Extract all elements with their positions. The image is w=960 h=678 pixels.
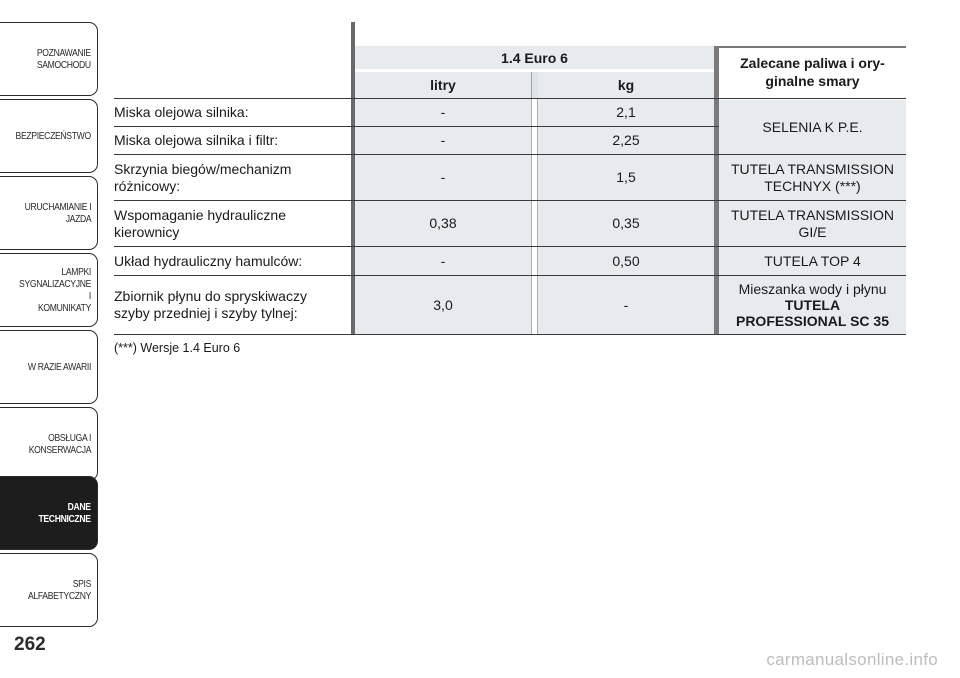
table-row [114,275,906,335]
tab-label: DANE TECHNICZNE [38,501,91,525]
cell-kg: 2,25 [538,127,714,154]
row-label: Miska olejowa silnika: [114,104,249,120]
cell-litry: - [355,155,531,200]
tab-uruchamianie-i-jazda[interactable] [0,176,98,250]
column-gap [531,276,538,334]
tab-lampki-sygnalizacyjne[interactable] [0,253,98,327]
cell-kg: - [538,276,714,334]
table-row [114,200,906,246]
engine-group-header: 1.4 Euro 6 [355,46,714,69]
rec-text-bold: TUTELA PROFESSIONAL SC 35 [735,297,889,329]
column-gap [531,155,538,200]
tab-poznawanie-samochodu[interactable] [0,22,98,96]
watermark: carmanualsonline.info [766,650,938,669]
tab-label: BEZPIECZEŃSTWO [15,130,91,142]
cell-litry: 0,38 [355,201,531,246]
cell-recommended [719,276,906,334]
table-row [114,154,906,200]
column-gap [531,247,538,275]
tab-label: OBSŁUGA I KONSERWACJA [28,432,91,456]
cell-litry: - [355,127,531,154]
cell-recommended: TUTELA TRANSMISSION TECHNYX (***) [719,155,906,200]
cell-kg: 0,50 [538,247,714,275]
cell-recommended: TUTELA TOP 4 [719,247,906,275]
tab-label: W RAZIE AWARII [27,361,91,373]
column-gap [531,127,538,154]
tab-w-razie-awarii[interactable] [0,330,98,404]
tab-bezpieczenstwo[interactable] [0,99,98,173]
page-number: 262 [14,634,46,655]
column-gap [531,99,538,126]
rec-text: Mieszanka wody i płynu [738,281,887,297]
header-separator [531,72,538,98]
tab-spis-alfabetyczny[interactable] [0,553,98,627]
cell-kg: 2,1 [538,99,714,126]
cell-litry: 3,0 [355,276,531,334]
table-body [114,98,906,335]
cell-kg: 1,5 [538,155,714,200]
cell-litry: - [355,247,531,275]
tab-label: POZNAWANIE SAMOCHODU [37,47,91,71]
row-label: Miska olejowa silnika i filtr: [114,132,279,148]
cell-recommended: TUTELA TRANSMISSION GI/E [719,201,906,246]
row-label: Skrzynia biegów/mechanizm różnicowy: [114,160,292,194]
cell-litry: - [355,99,531,126]
tab-obsluga-i-konserwacja[interactable] [0,407,98,481]
rec-merged-cell: SELENIA K P.E. [719,100,906,154]
header-recommended-text: Zalecane paliwa i ory- ginalne smary [740,55,885,89]
row-label: Układ hydrauliczny hamulców: [114,252,303,269]
tab-label: SPIS ALFABETYCZNY [27,578,91,602]
footnote: (***) Wersje 1.4 Euro 6 [114,341,241,355]
tab-dane-techniczne[interactable] [0,476,98,550]
header-kg: kg [538,72,714,98]
row-label: Wspomaganie hydrauliczne kierownicy [114,206,286,240]
row-label: Zbiornik płynu do spryskiwaczy szyby przedniej i szyby tylnej: [114,288,307,321]
tab-label: LAMPKI SYGNALIZACYJNE I KOMUNIKATY [19,266,92,314]
header-recommended [714,46,906,98]
header-litry: litry [355,72,531,98]
table-header [114,22,906,98]
tab-label: URUCHAMIANIE I JAZDA [24,201,91,225]
column-gap [531,201,538,246]
capacities-table [114,22,906,355]
cell-kg: 0,35 [538,201,714,246]
table-row [114,246,906,275]
